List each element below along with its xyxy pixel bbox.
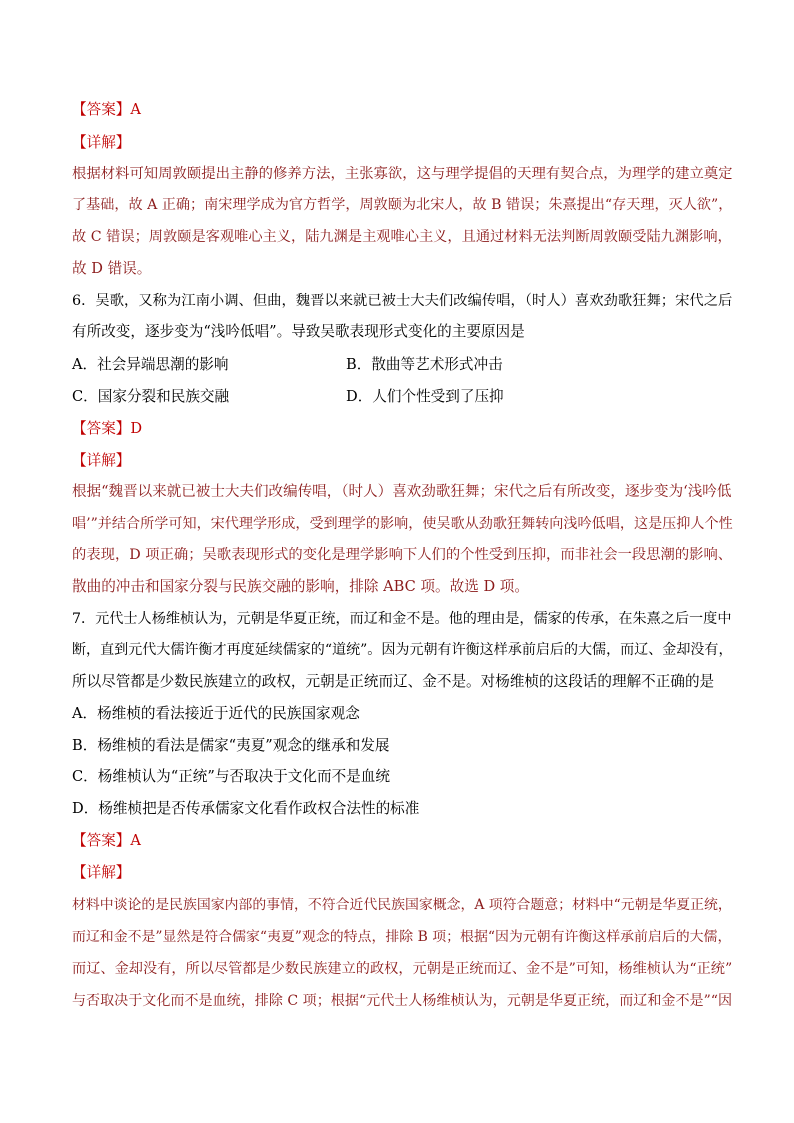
q7-option-c: C．杨维桢认为“正统”与否取决于文化而不是血统 — [72, 768, 390, 785]
answer-tag: 【答案】 — [72, 101, 131, 118]
q6-explanation-line: 唱’”并结合所学可知，宋代理学形成，受到理学的影响，使吴歌从劲歌狂舞转向浅吟低唱，这是压抑人个性 — [72, 516, 733, 532]
q6-option-d: D．人们个性受到了压抑 — [346, 388, 504, 405]
q5-explanation-line: 根据材料可知周敦颐提出主静的修养方法，主张寡欲，这与理学提倡的天理有契合点，为理学的建立奠定 — [72, 166, 733, 182]
q6-stem-line: 有所改变，逐步变为“浅吟低唱”。导致吴歌表现形式变化的主要原因是 — [72, 323, 525, 340]
q7-detail-tag: 【详解】 — [72, 864, 131, 881]
q6-stem-line: 6．吴歌，又称为江南小调、但曲，魏晋以来就已被士大夫们改编传唱，（时人）喜欢劲歌狂舞；宋代之后 — [72, 293, 733, 309]
q6-explanation-line: 根据“魏晋以来就已被士大夫们改编传唱，（时人）喜欢劲歌狂舞；宋代之后有所改变，逐步变为‘浅吟低 — [72, 483, 732, 500]
q6-explanation-line: 散曲的冲击和国家分裂与民族交融的影响，排除 ABC 项。故选 D 项。 — [72, 578, 529, 595]
q7-option-b: B．杨维桢的看法是儒家“夷夏”观念的继承和发展 — [72, 737, 390, 754]
answer-tag: 【答案】 — [72, 420, 131, 437]
q6-detail-tag: 【详解】 — [72, 452, 131, 469]
q7-answer — [72, 831, 732, 851]
q7-stem-line: 7．元代士人杨维桢认为，元朝是华夏正统，而辽和金不是。他的理由是，儒家的传承，在朱熹之后一度中 — [72, 611, 732, 627]
answer-value: D — [130, 420, 143, 437]
q7-explanation-line: 材料中谈论的是民族国家内部的事情，不符合近代民族国家概念，A 项符合题意；材料中“元朝是华夏正统， — [72, 897, 732, 913]
q7-explanation-line: 而辽、金却没有，所以尽管都是少数民族建立的政权，元朝是正统而辽、金不是”可知，杨维桢认为“正统” — [72, 961, 733, 977]
q5-explanation-line: 了基础，故 A 正确；南宋理学成为官方哲学，周敦颐为北宋人，故 B 错误；朱熹提出“存天理，灭人欲”， — [72, 197, 733, 213]
q6-option-b: B．散曲等艺术形式冲击 — [346, 356, 503, 373]
q7-stem-line: 所以尽管都是少数民族建立的政权，元朝是正统而辽、金不是。对杨维桢的这段话的理解不正确的是 — [72, 673, 715, 690]
answer-value: A — [130, 832, 141, 849]
q5-answer — [72, 100, 732, 120]
q7-explanation-line: 而辽和金不是”显然是符合儒家“夷夏”观念的特点，排除 B 项；根据“因为元朝有许衡这样承前启后的大儒， — [72, 929, 732, 945]
q5-explanation-line: 故 D 错误。 — [72, 260, 152, 277]
q6-option-c: C．国家分裂和民族交融 — [72, 388, 230, 405]
q7-stem-line: 断，直到元代大儒许衡才再度延续儒家的“道统”。因为元朝有许衡这样承前启后的大儒，而辽、金却没有， — [72, 642, 733, 658]
answer-value: A — [130, 101, 141, 118]
q6-answer — [72, 419, 732, 439]
q7-explanation-line: 与否取决于文化而不是血统，排除 C 项；根据“元代士人杨维桢认为，元朝是华夏正统，而辽和金不是”“因 — [72, 993, 733, 1009]
q5-detail-tag: 【详解】 — [72, 134, 131, 151]
q7-option-d: D．杨维桢把是否传承儒家文化看作政权合法性的标准 — [72, 800, 420, 817]
q6-option-a: A．社会异端思潮的影响 — [72, 356, 229, 373]
answer-tag: 【答案】 — [72, 832, 131, 849]
q7-option-a: A．杨维桢的看法接近于近代的民族国家观念 — [72, 705, 360, 722]
q5-explanation-line: 故 C 错误；周敦颐是客观唯心主义，陆九渊是主观唯心主义，且通过材料无法判断周敦颐受陆九渊影响， — [72, 229, 732, 245]
q6-explanation-line: 的表现，D 项正确；吴歌表现形式的变化是理学影响下人们的个性受到压抑，而非社会一段思潮的影响、 — [72, 547, 733, 563]
